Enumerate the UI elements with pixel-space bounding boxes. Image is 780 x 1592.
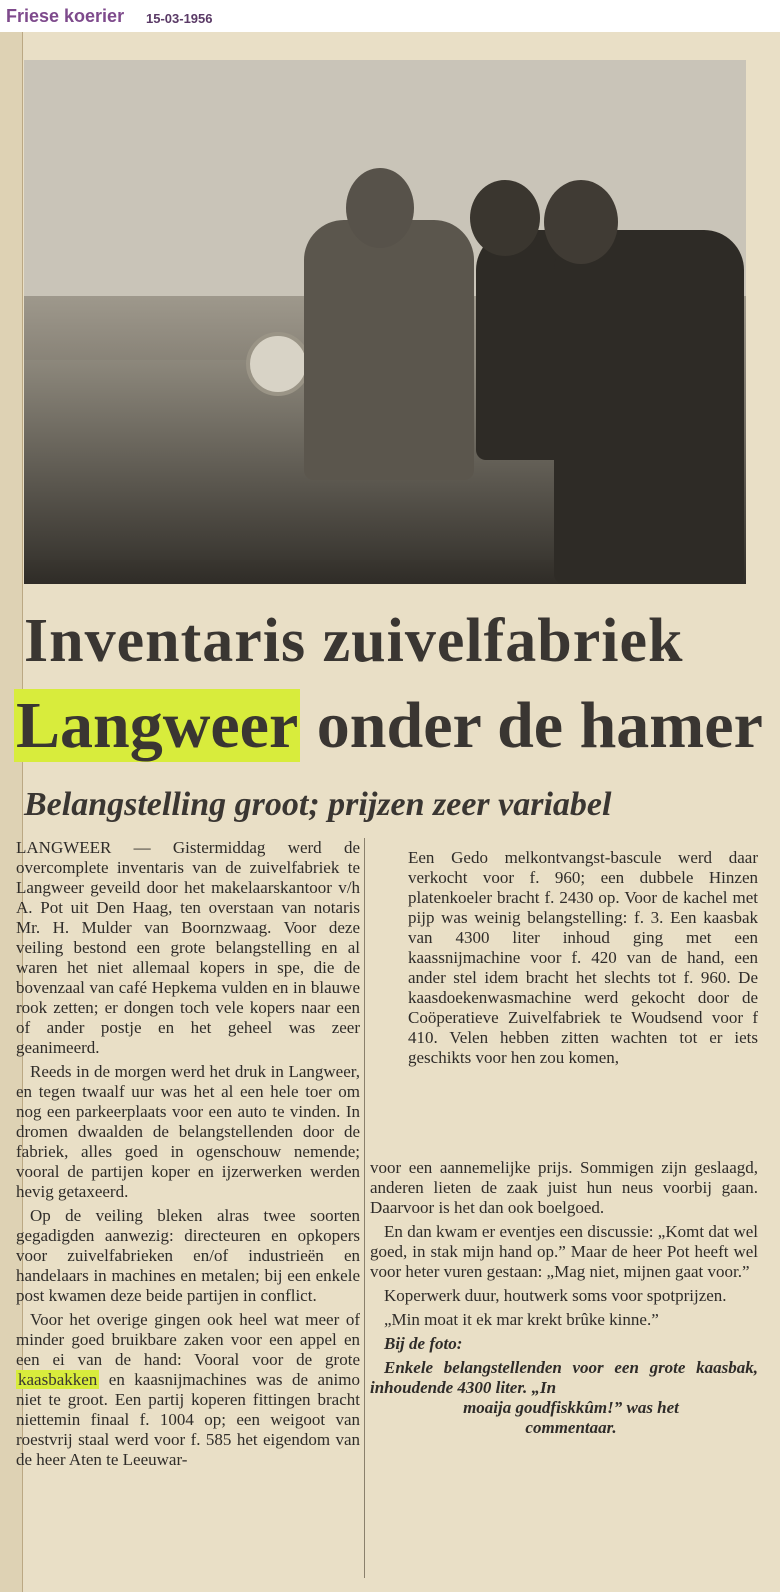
article-column-left <box>16 838 360 1578</box>
paragraph: Koperwerk duur, houtwerk soms voor spotprijzen. <box>384 1286 727 1305</box>
caption-label: Bij de foto: <box>384 1334 463 1353</box>
photo-head-2 <box>470 180 540 256</box>
clipping-header <box>0 0 780 32</box>
search-highlight: kaasbakken <box>18 1370 98 1389</box>
caption-text: moaija goudfiskkûm!” was het <box>463 1398 679 1417</box>
paragraph: En dan kwam er eventjes een discussie: „Komt dat wel goed, in stak mijn hand op.” Maar de heer Pot heeft wel voor heter vuren gestaan: „Mag niet, mijnen gaat voor.” <box>370 1222 758 1281</box>
article-photo <box>24 60 746 584</box>
photo-head-3 <box>544 180 618 264</box>
caption-text: commentaar. <box>525 1418 617 1437</box>
headline-line-2 <box>14 688 764 764</box>
paragraph: voor een aannemelijke prijs. Sommigen zijn geslaagd, anderen lieten de zaak juist hun neus voorbij gaan. Daarvoor is het dan ook boelgoed. <box>370 1158 758 1217</box>
paragraph-text: en kaasnijmachines was de animo niet te groot. Een partij koperen fittingen bracht niettemin finaal f. 1004 op; een weigoot van roestvrij staal werd voor f. 585 het eigendom van de heer Aten te Leeuwar- <box>16 1370 360 1469</box>
newspaper-clipping <box>0 32 780 1592</box>
photo-person-3 <box>554 230 744 584</box>
article-column-right-top <box>408 848 758 1152</box>
headline-rest: onder de hamer <box>300 689 763 762</box>
paragraph-text: Voor het overige gingen ook heel wat meer of minder goed bruikbare zaken voor een appel en een ei van de hand: Vooral voor de grote <box>16 1310 360 1369</box>
paragraph <box>16 1310 360 1470</box>
search-highlight: Langweer <box>16 689 299 762</box>
photo-wheel <box>246 332 310 396</box>
article-column-right <box>370 1158 758 1578</box>
subheadline: Belangstelling groot; prijzen zeer variabel <box>24 786 612 823</box>
newspaper-title[interactable]: Friese koerier <box>6 6 125 26</box>
photo-head-1 <box>346 168 414 248</box>
paragraph: LANGWEER — Gistermiddag werd de overcomplete inventaris van de zuivelfabriek te Langweer geveild door het makelaarskantoor v/h A. Pot uit Den Haag, ten overstaan van notaris Mr. H. Mulder van Boornzwaag. Voor deze veiling bestond een grote belangstelling en al waren het niet allemaal kopers in spe, die de bovenzaal van café Hepkema vulden en in blauwe rook zetten; er dongen toch vele kopers naar een of ander postje en het geheel was zeer geanimeerd. <box>16 838 360 1057</box>
headline-line-1: Inventaris zuivelfabriek <box>24 607 684 675</box>
column-rule <box>364 838 365 1578</box>
paragraph: Een Gedo melkontvangst-bascule werd daar verkocht voor f. 960; een dubbele Hinzen platenkoeler bracht f. 2430 op. Voor de kachel met pijp was weinig belangstelling: f. 3. Een kaasbak van 4300 liter inhoud ging met een kaassnijmachine voor f. 420 van de hand, een ander stel idem bracht het slechts tot f. 960. De kaasdoekenwasmachine werd gekocht door de Coöperatieve Zuivelfabriek te Woudsend voor f 410. Velen hebben zitten wachten tot er iets geschikts voor hen zou komen, <box>408 848 758 1067</box>
photo-person-1 <box>304 220 474 480</box>
photo-caption <box>370 1358 758 1438</box>
paragraph: Reeds in de morgen werd het druk in Langweer, en tegen twaalf uur was het al een hele toer om nog een parkeerplaats voor een auto te vinden. In dromen dwaalden de belangstellenden door de fabriek, alles goed in ogenschouw nemende; vooral de partijen koper en ijzerwerken werden hevig getaxeerd. <box>16 1062 360 1201</box>
paragraph: „Min moat it ek mar krekt brûke kinne.” <box>384 1310 659 1329</box>
caption-text: Enkele belangstellenden voor een grote kaasbak, inhoudende 4300 liter. „In <box>370 1358 758 1397</box>
paragraph: Op de veiling bleken alras twee soorten gegadigden aanwezig: directeuren en opkopers voor zuivelfabrieken en/of industrieën en handelaars in machines en metalen; bij een enkele post kwamen deze beide partijen in conflict. <box>16 1206 360 1305</box>
publication-date: 15-03-1956 <box>146 11 213 26</box>
